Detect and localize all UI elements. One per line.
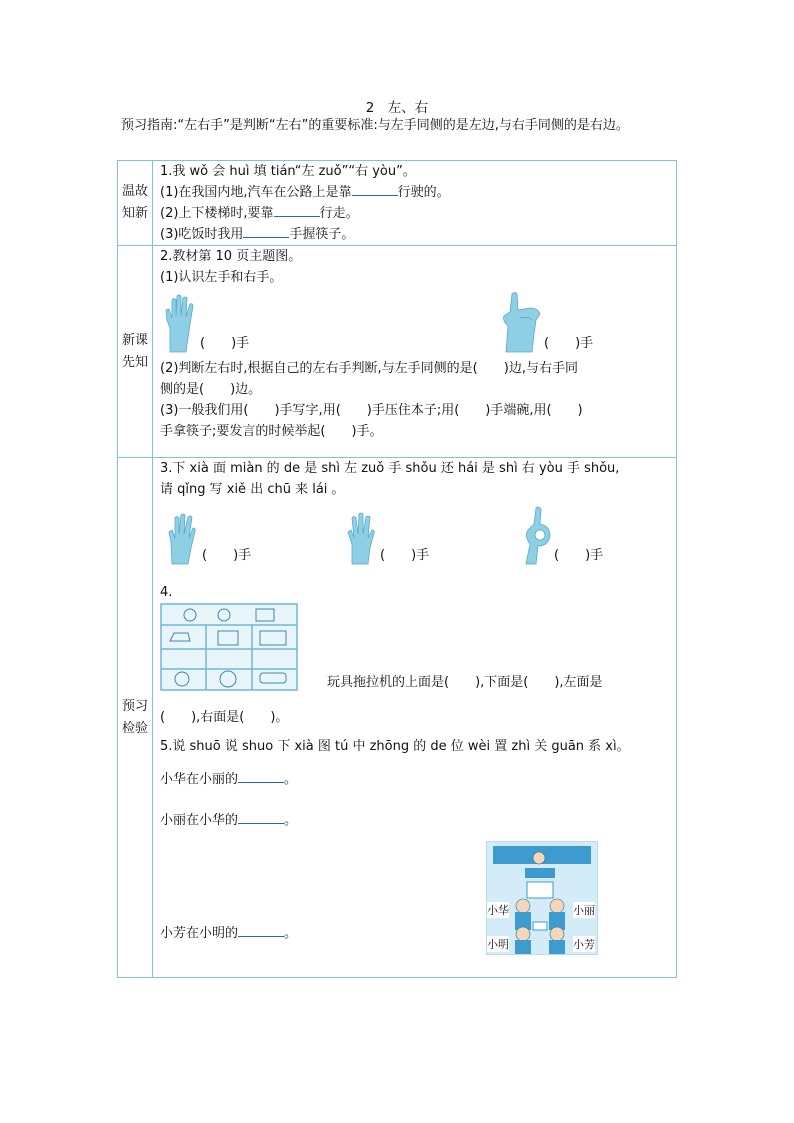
left-hand-icon	[164, 294, 198, 354]
q1-item-2: (2)上下楼梯时,要靠 行走。	[160, 206, 359, 221]
pointing-hand-icon	[496, 290, 546, 354]
label-xiaoming: 小明	[487, 938, 509, 951]
hand-answer-1[interactable]: ( )手	[200, 336, 250, 351]
answer-blank[interactable]	[238, 924, 284, 937]
section-label-check: 预习检验	[118, 458, 153, 978]
label-xiaohua: 小华	[487, 904, 509, 917]
label-xiaoli: 小丽	[573, 904, 595, 917]
q2-sub1: (1)认识左手和右手。	[160, 270, 283, 285]
section-label-review: 温故知新	[118, 161, 153, 246]
q4-line1: 玩具拖拉机的上面是( ),下面是( ),左面是	[327, 675, 603, 690]
q1-item-3: (3)吃饭时我用 手握筷子。	[160, 227, 355, 242]
section-label-newlesson: 新课先知	[118, 246, 153, 458]
hands-row	[160, 288, 670, 358]
q2-stem: 2.教材第 10 页主题图。	[160, 249, 302, 264]
q5-stem: 5.说 shuō 说 shuo 下 xià 图 tú 中 zhōng 的 de 位 wèi 置 zhì 关 guān 系 xì。	[160, 739, 630, 754]
section-newlesson	[153, 246, 677, 458]
q3-answer-1[interactable]: ( )手	[202, 548, 252, 563]
q1-stem: 1.我 wǒ 会 huì 填 tián“左 zuǒ”“右 yòu”。	[160, 164, 416, 179]
page-title: 2 左、右	[365, 100, 429, 116]
answer-blank[interactable]	[238, 770, 284, 783]
answer-blank[interactable]	[274, 204, 320, 217]
section-review	[153, 161, 677, 246]
answer-blank[interactable]	[352, 183, 398, 196]
q3-line1: 3.下 xià 面 miàn 的 de 是 shì 左 zuǒ 手 shǒu 还 hái 是 shì 右 yòu 手 shǒu,	[160, 461, 620, 476]
classroom-figure	[486, 841, 598, 955]
q5-item-3: 小芳在小明的 。	[160, 926, 298, 941]
q3-answer-2[interactable]: ( )手	[380, 548, 430, 563]
q5-item-1: 小华在小丽的 。	[160, 772, 298, 787]
q3-hands-row	[160, 500, 670, 570]
worksheet-table	[117, 160, 677, 978]
q1-item-1: (1)在我国内地,汽车在公路上是靠 行驶的。	[160, 185, 450, 200]
q3-answer-3[interactable]: ( )手	[554, 548, 604, 563]
label-xiaofang: 小芳	[573, 938, 595, 951]
back-hand-icon	[344, 510, 376, 566]
q4-number: 4.	[160, 585, 173, 600]
palm-hand-icon	[166, 512, 198, 566]
preview-guide: 预习指南:“左右手”是判断“左右”的重要标准:与左手同侧的是左边,与右手同侧的是右边。	[121, 118, 629, 133]
q4-line2: ( ),右面是( )。	[160, 710, 289, 725]
answer-blank[interactable]	[243, 225, 289, 238]
toy-shelf-icon	[160, 603, 298, 691]
hand-answer-2[interactable]: ( )手	[544, 336, 594, 351]
ok-hand-icon	[520, 506, 554, 566]
q2-sub3-line1: (3)一般我们用( )手写字,用( )手压住本子;用( )手端碗,用( )	[160, 403, 583, 418]
q3-line2: 请 qǐng 写 xiě 出 chū 来 lái 。	[160, 482, 345, 497]
section-check	[153, 458, 677, 978]
q2-sub2-line2: 侧的是( )边。	[160, 382, 262, 397]
answer-blank[interactable]	[238, 811, 284, 824]
q2-sub2-line1: (2)判断左右时,根据自己的左右手判断,与左手同侧的是( )边,与右手同	[160, 361, 578, 376]
q5-item-2: 小丽在小华的 。	[160, 813, 298, 828]
q4-row	[160, 603, 670, 693]
q2-sub3-line2: 手拿筷子;要发言的时候举起( )手。	[160, 424, 383, 439]
q5-figure-row	[160, 831, 670, 951]
